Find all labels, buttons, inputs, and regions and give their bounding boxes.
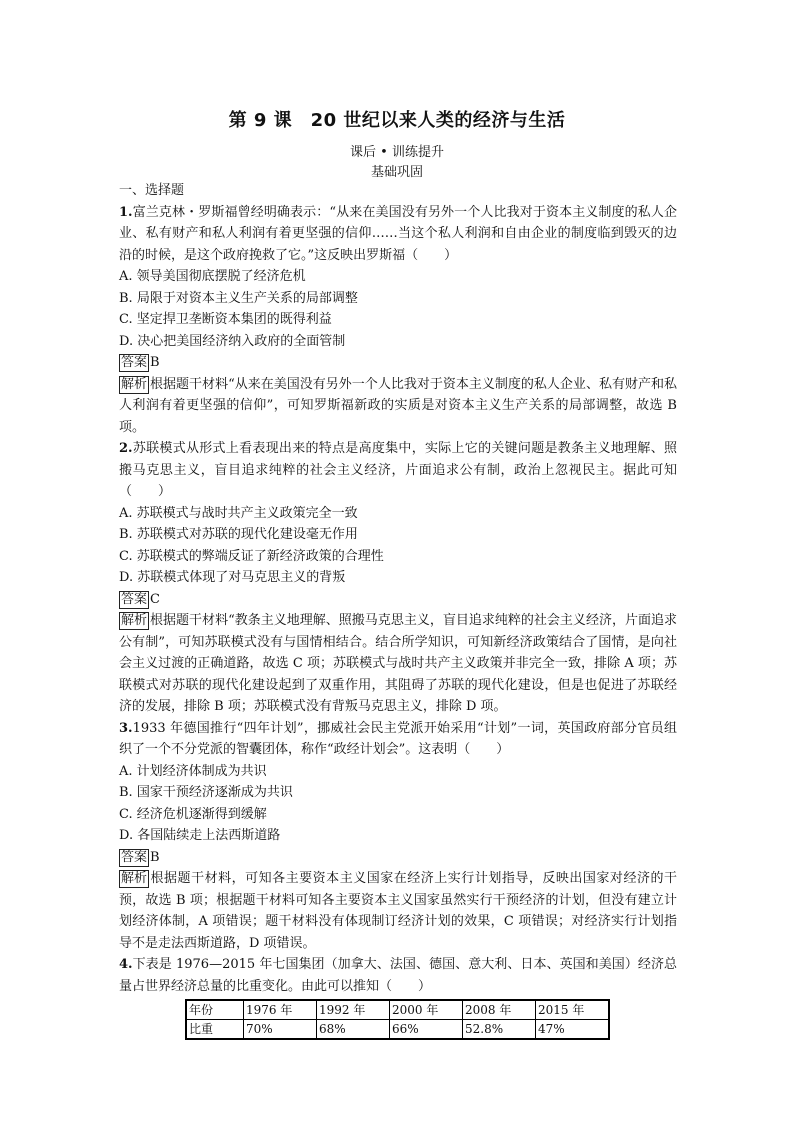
table-cell: 70% bbox=[244, 1020, 317, 1040]
question-text: 富兰克林・罗斯福曾经明确表示：“从来在美国没有另外一个人比我对于资本主义制度的私人企业、私有财产和私人利润有着更坚强的信仰……当这个私人利润和自由企业的制度临到毁灭的边沿的时候，是这个政府挽救了它。”这反映出罗斯福（ ） bbox=[119, 204, 677, 263]
question-stem bbox=[119, 438, 677, 503]
answer-value: C bbox=[150, 591, 160, 607]
question-number: 3. bbox=[119, 720, 133, 736]
table-cell: 1992 年 bbox=[317, 1000, 390, 1020]
table-cell: 比重 bbox=[186, 1020, 244, 1040]
option-a: A. 领导美国彻底摆脱了经济危机 bbox=[119, 269, 306, 284]
table-cell: 2000 年 bbox=[390, 1000, 463, 1020]
question-text: 苏联模式从形式上看表现出来的特点是高度集中，实际上它的关键问题是教条主义地理解、照搬马克思主义，盲目追求纯粹的社会主义经济，片面追求公有制，政治上忽视民主。据此可知（ ） bbox=[119, 441, 677, 499]
option-b: B. 苏联模式对苏联的现代化建设毫无作用 bbox=[119, 527, 358, 542]
table-cell: 1976 年 bbox=[244, 1000, 317, 1020]
table-cell: 47% bbox=[536, 1020, 610, 1040]
table-row bbox=[186, 1000, 609, 1020]
question-3 bbox=[119, 718, 677, 955]
table-cell: 52.8% bbox=[463, 1020, 536, 1040]
answer-line bbox=[119, 589, 677, 611]
analysis-text: 根据题干材料，可知各主要资本主义国家在经济上实行计划指导，反映出国家对经济的干预，故选 B 项；根据题干材料可知各主要资本主义国家虽然实行干预经济的计划，但没有建立计划经济体制，A 项错误；题干材料没有体现制订经济计划的效果，C 项错误；对经济实行计划指导不是走法西斯道路，D 项错误。 bbox=[119, 871, 677, 951]
g7-share-table bbox=[185, 999, 610, 1040]
analysis-tag: 解析 bbox=[121, 871, 148, 886]
option-c: C. 坚定捍卫垄断资本集团的既得利益 bbox=[119, 312, 332, 327]
answer-line bbox=[119, 352, 677, 374]
option-b: B. 局限于对资本主义生产关系的局部调整 bbox=[119, 290, 358, 306]
analysis-line bbox=[119, 868, 677, 954]
question-stem bbox=[119, 718, 677, 761]
table-cell: 68% bbox=[317, 1020, 390, 1040]
answer-line bbox=[119, 847, 677, 869]
question-number: 2. bbox=[119, 441, 133, 456]
table-cell: 66% bbox=[390, 1020, 463, 1040]
table-cell: 年份 bbox=[186, 1000, 244, 1020]
answer-value: B bbox=[150, 355, 160, 370]
analysis-line bbox=[119, 374, 677, 439]
subtitle-basic: 基础巩固 bbox=[370, 165, 423, 180]
subtitle-after-class: 课后 • 训练提升 bbox=[350, 145, 444, 160]
table-cell: 2015 年 bbox=[536, 1000, 610, 1020]
option-d: D. 各国陆续走上法西斯道路 bbox=[119, 828, 281, 843]
answer-tag: 答案 bbox=[121, 591, 148, 607]
question-1 bbox=[119, 202, 677, 439]
question-number: 1. bbox=[119, 204, 133, 220]
question-text: 下表是 1976—2015 年七国集团（加拿大、法国、德国、意大利、日本、英国和美国）经济总量占世界经济总量的比重变化。由此可以推知（ ） bbox=[119, 957, 677, 994]
analysis-tag: 解析 bbox=[121, 376, 148, 392]
table-cell: 2008 年 bbox=[463, 1000, 536, 1020]
question-4 bbox=[119, 954, 677, 1040]
analysis-line bbox=[119, 610, 677, 718]
content-body bbox=[119, 180, 677, 1040]
answer-tag: 答案 bbox=[121, 849, 148, 865]
option-a: A. 计划经济体制成为共识 bbox=[119, 763, 267, 779]
option-c: C. 苏联模式的弊端反证了新经济政策的合理性 bbox=[119, 548, 384, 564]
answer-value: B bbox=[150, 849, 160, 865]
answer-tag: 答案 bbox=[121, 355, 148, 370]
option-d: D. 决心把美国经济纳入政府的全面管制 bbox=[119, 333, 346, 349]
table-row bbox=[186, 1020, 609, 1040]
question-stem bbox=[119, 954, 677, 997]
question-2 bbox=[119, 438, 677, 718]
analysis-text: 根据题干材料“教条主义地理解、照搬马克思主义，盲目追求纯粹的社会主义经济，片面追求公有制”，可知苏联模式没有与国情相结合。结合所学知识，可知新经济政策结合了国情，是向社会主义过渡的正确道路，故选 C 项；苏联模式与战时共产主义政策并非完全一致，排除 A 项；苏联模式对苏联的现代化建设起到了双重作用，其阻碍了苏联的现代化建设，但是也促进了苏联经济的发展，排除 B 项；苏联模式没有背叛马克思主义，排除 D 项。 bbox=[119, 613, 677, 714]
share-table-wrapper bbox=[185, 999, 677, 1040]
section-title: 一、选择题 bbox=[119, 183, 185, 198]
question-number: 4. bbox=[119, 957, 133, 972]
option-d: D. 苏联模式体现了对马克思主义的背叛 bbox=[119, 570, 346, 585]
question-stem bbox=[119, 202, 677, 267]
analysis-tag: 解析 bbox=[121, 613, 148, 628]
option-a: A. 苏联模式与战时共产主义政策完全一致 bbox=[119, 505, 358, 521]
question-text: 1933 年德国推行“四年计划”，挪威社会民主党派开始采用“计划”一词，英国政府部分官员组织了一个不分党派的智囊团体，称作“政经计划会”。这表明（ ） bbox=[119, 720, 677, 757]
option-b: B. 国家干预经济逐渐成为共识 bbox=[119, 785, 293, 800]
page-title: 第 9 课 20 世纪以来人类的经济与生活 bbox=[228, 110, 566, 131]
option-c: C. 经济危机逐渐得到缓解 bbox=[119, 806, 267, 822]
analysis-text: 根据题干材料“从来在美国没有另外一个人比我对于资本主义制度的私人企业、私有财产和私人利润有着更坚强的信仰”，可知罗斯福新政的实质是对资本主义生产关系的局部调整，故选 B 项。 bbox=[119, 376, 677, 435]
